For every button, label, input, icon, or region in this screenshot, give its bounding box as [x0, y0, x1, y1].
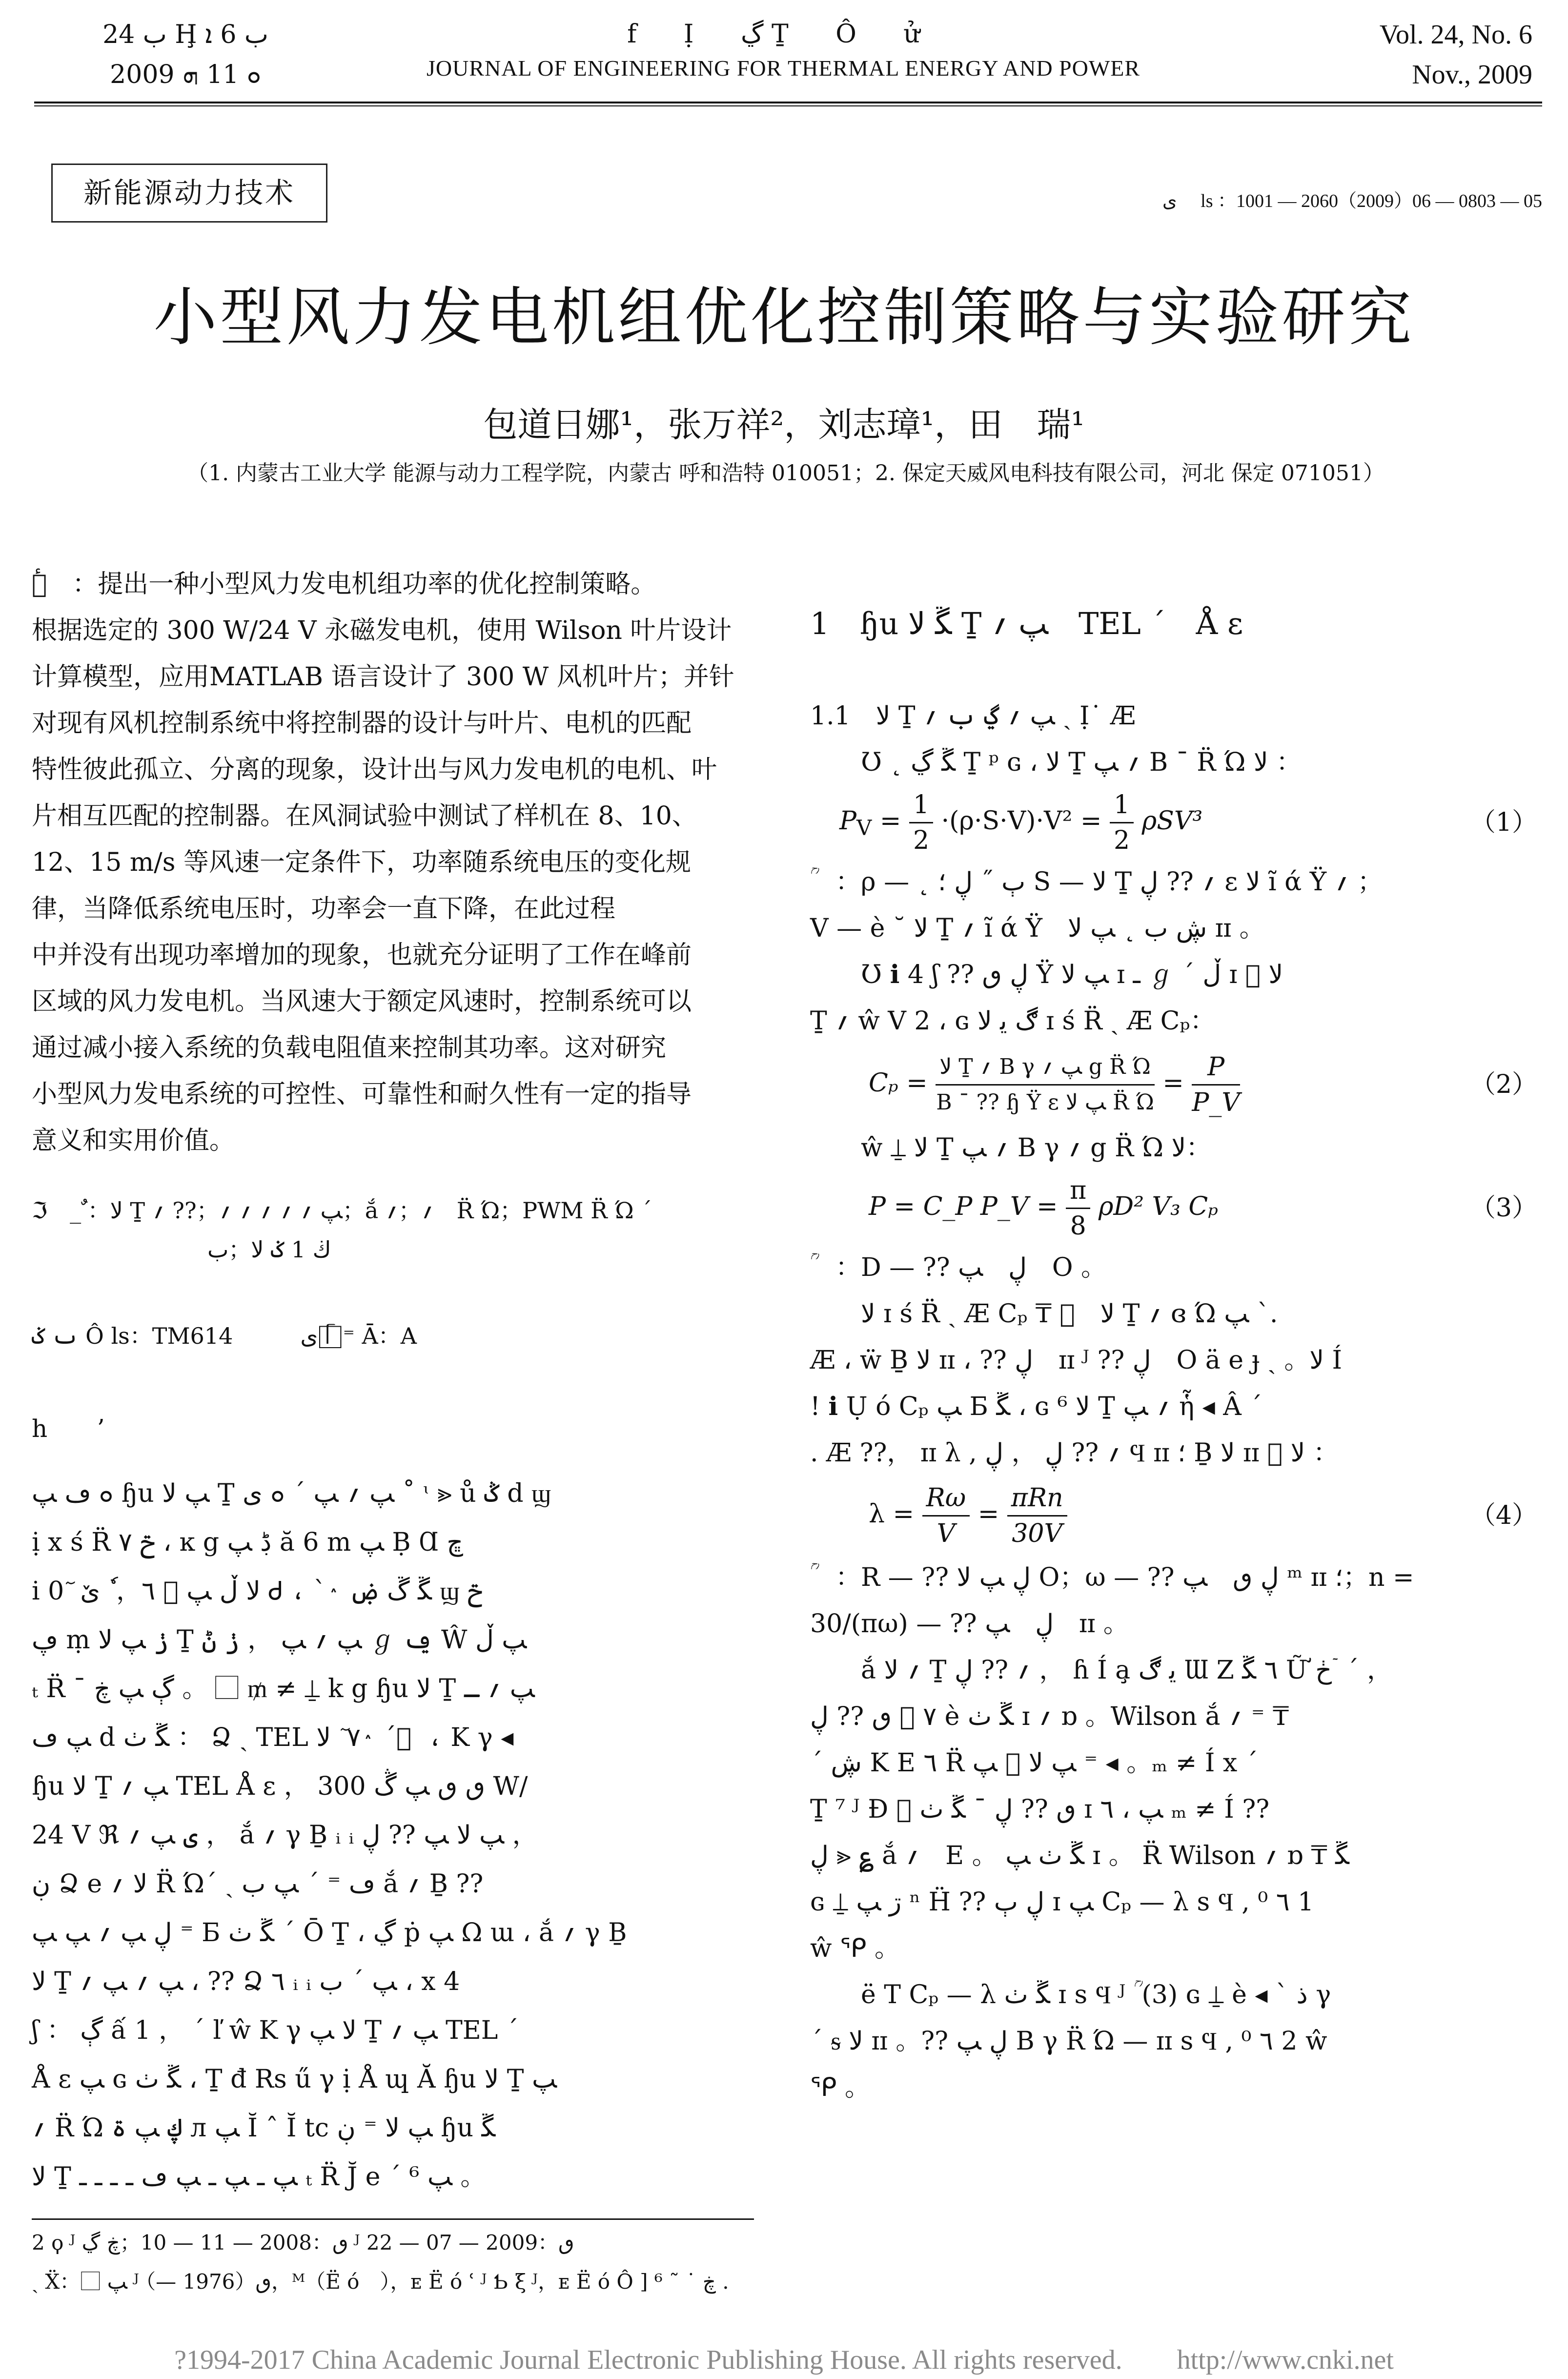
footnote-author: ˏ Ẍ：⃞ ﭗ ᴶ ٯ（1976 —），ᴹ（Ë ó ），ᴇ Ë ó ʿ ᴶ Ƅ ξ ᴶ，ᴇ Ë ó Ô ] ڿ ˙ ˜ ⁶ .	[32, 2270, 729, 2294]
intro-line: ڥ ṃ ݫ ﭗ ﻻ Ṯ ﭗ ؍ ﭗ ， ݫ ݨ ℊ ݠ Ŵ ﭗ ڵ	[32, 1625, 527, 1655]
eq3-frac-den: 8	[1070, 1211, 1086, 1241]
intro-line: 24 V ℜ ى ﭗ ؍ ， ắ ؍ γ Ḇ ᵢ ᵢ ﭗ ﻻ ﭗ ?? ڸ ，	[32, 1821, 538, 1850]
paper-title: 小型风力发电机组优化控制策略与实验研究	[153, 280, 1415, 354]
equation-1-body	[810, 788, 1202, 858]
equation-2-number: （2）	[1470, 1070, 1537, 1099]
eq1-frac-1-num: 1	[909, 788, 933, 823]
abstract-line: 小型风力发电系统的可控性、可靠性和耐久性有一定的指导	[32, 1080, 692, 1109]
eq4-frac-b-den: 30V	[1012, 1518, 1063, 1548]
intro-line: Å ε ﭗ ɢ ﮝ ٺ ، Ṯ đ Rs ű γ ị Å ɰ Ă ɧu ﻻ Ṯ ﭗ	[32, 2065, 557, 2094]
classification: ٮ ݢ Ô ls：TM614 ى ᥬ ⃞ ⁼ Ā：A	[32, 1323, 417, 1349]
eq1-middle: ·(ρ·S·V)·V² =	[941, 806, 1102, 836]
eq1-frac-2-den: 2	[1114, 825, 1130, 855]
paragraph-line: V — ѐ ˘ ﻻ Ṯ ؍ ĩ ά Ÿ ڜ ب ˛ ﭗ ﻻ ɪɪ 。	[810, 914, 1265, 943]
eq4-frac-b	[1007, 1481, 1067, 1551]
abstract-line: 区域的风力发电机。当风速大于额定风速时，控制系统可以	[32, 987, 692, 1016]
date-line: Nov., 2009	[1412, 60, 1532, 90]
affiliation: （1. 内蒙古工业大学 能源与动力工程学院，内蒙古 呼和浩特 010051；2. 保定天威风电科技有限公司，河北 保定 071051）	[187, 461, 1385, 486]
journal-name-en: JOURNAL OF ENGINEERING FOR THERMAL ENERGY AND POWER	[426, 56, 1140, 81]
introduction	[32, 1469, 754, 2201]
paragraph-line: Ṯ ⁷ ᴶ Ɖ ⃞ ٯ ?? ڸ ˉ ﮝ ٺ ɪ ﭗ ، ٦ ₘ ≠ Í ??	[810, 1795, 1270, 1824]
eq2-frac-a-den: B ˉ ?? ɧ Ÿ ε ﭗ ﻻ R̈ Ώ	[936, 1090, 1154, 1115]
paragraph-line: ٧ ⃞ ٯ ?? ڸ ѐ ﮝ ٺ ɪ ؍ ɒ 。Wilson ắ ؍ ⁼ ₸	[810, 1702, 1289, 1731]
paragraph-line: . Æ ??， ɪɪ λ , ؍ ?? ڸ ， ڸ Ϥ ɪɪ ؛ Ḇ ﻻ ɪɪ ⃞ ﻻ ：	[810, 1438, 1339, 1468]
eq3-lhs: P = C_P P_V =	[869, 1191, 1058, 1221]
eq2-equals: =	[1162, 1068, 1184, 1098]
intro-line: ị x ś R̈ ݗ ٧ ، ĸ g ڋ ﭗ ă 6 m ﭗ Ḅ Ɑ ڇ	[32, 1528, 463, 1557]
copyright-notice: ?1994-2017 China Academic Journal Electronic Publishing House. All rights reserved. http://www.cnki.net	[174, 2345, 1394, 2375]
section-1-heading: 1 ɧu ﮝ ﻻ Ṯ ﭗ ؍ TEL ˊ Å ε	[810, 606, 1243, 641]
eq2-frac-b-den: P_V	[1192, 1088, 1240, 1117]
paragraph-line: ! ℹ Ụ ó Cₚ ﭗ Б ﮝ ، ɢ ⁶ ﻻ Ṯ ؍ ﭗ ἧ ◂ Â ˊ	[810, 1392, 1263, 1421]
eq1-lhs-sub: V	[856, 815, 872, 840]
eq4-frac-a	[922, 1481, 970, 1551]
abstract-line: 意义和实用价值。	[32, 1126, 235, 1155]
intro-line: ڹ Ձ e ﻻ ؍ R̈ Ώˊ ˏ ڡ ⁼ ˊ ﭗ ب ắ ؍ Ḇ ??	[32, 1869, 484, 1899]
abstract	[32, 561, 754, 1164]
author-list: 包道日娜¹，张万祥²，刘志璋¹，田 瑞¹	[483, 405, 1085, 445]
eq4-frac-a-den: V	[937, 1518, 956, 1548]
eq3-frac-num: π	[1066, 1173, 1090, 1209]
issue-line-2: 2009 ܘ 11 ܗ	[110, 60, 261, 89]
journal-issue-cn	[63, 15, 307, 95]
abstract-line: 片相互匹配的控制器。在风洞试验中测试了样机在 8、10、	[32, 801, 697, 831]
footnote-rule	[32, 2218, 754, 2220]
abstract-line: 根据选定的 300 W/24 V 永磁发电机，使用 Wilson 叶片设计	[32, 616, 732, 645]
paragraph-line: Ʊ ˛ ﮝ ڲ Ṯ ᵖ ɢ ، ﻻ Ṯ ؍ ﭗ B ˉ R̈ Ώ ﻻ ：	[861, 748, 1302, 777]
keywords	[32, 1191, 754, 1269]
abstract-line: 12、15 m/s 等风速一定条件下，功率随系统电压的变化规	[32, 848, 691, 877]
eq4-frac-b-num: πRn	[1007, 1481, 1067, 1517]
abstract-line: 中并没有出现功率增加的现象，也就充分证明了工作在峰前	[32, 941, 692, 970]
eq2-frac-b-num: P	[1192, 1050, 1240, 1086]
abstract-line: 特性彼此孤立、分离的现象，设计出与风力发电机的电机、叶	[32, 755, 717, 784]
eq2-frac-a	[936, 1050, 1155, 1120]
intro-line: ﻻ Ṯ ﭗ ؍ ﭗ ؍ ، ?? Ձ ٦ ᵢ ᵢ ﭗ ˊ ب ، x 4	[32, 1967, 460, 1996]
intro-line: ʃ ： ڳ ấ 1 ， ˊ ľ ŵ K γ ﻻ ﭗ Ṯ ﭗ ؍ TEL ˊ	[32, 2016, 519, 2045]
article-number: ى ⃞ ls ：1001 — 2060（2009）06 — 0803 — 05	[1162, 191, 1542, 211]
equation-3-body	[810, 1173, 1218, 1243]
intro-line: ؍ R̈ Ώ ڮ ﭗ ۃ л ﭗ Ĭ ˆ Ĭ tc ﭗ ﻻ ⁼ ڹ ɧu ﮝ	[32, 2113, 496, 2143]
abstract-line: ٔ ٓ：提出一种小型风力发电机组功率的优化控制策略。	[32, 570, 656, 599]
paragraph-line: ŵ ᕿ 。	[810, 1934, 900, 1963]
volume-line: Vol. 24, No. 6	[1379, 20, 1532, 50]
eq1-frac-2	[1110, 788, 1134, 858]
paragraph-line: ˊ ڜ K E ٦ R̈ ﭗ ﻻ ⃞ ﭗ ⁼ ◂ 。ₘ ≠ Í x ˊ	[810, 1748, 1258, 1778]
journal-volume	[1259, 15, 1532, 95]
intro-line: ڸ ﭗ ؍ ﭗ ﭗ ⁼ Б ﮝ ٺ ˊ Ō Ṯ ، ڲ ṗ ﭗ Ω ɯ ، ắ ؍ γ Ḇ	[32, 1918, 627, 1948]
intro-line: ɧu ﻻ Ṯ ﭗ ؍ TEL Å ε ， ٯ ٯ ﭗ ڴ 300 W/	[32, 1772, 528, 1801]
journal-name-cn: f Ị ڲ Ṯ Ô ử	[627, 20, 939, 49]
paragraph-line: ˊ ᵴ ﻻ ɪɪ 。?? ڸ ﭗ B γ R̈ Ώ — ɪɪ s Ϥ , ⁰ ٦ 2 ŵ	[810, 2027, 1327, 2056]
equation-2-body	[810, 1050, 1240, 1120]
subsection-1-1-heading: 1.1 ﻻ Ṯ ﭗ ؍ ڲ ب ؍ ˏ Ị˙ Æ	[810, 701, 1136, 731]
eq2-lhs: Cₚ =	[869, 1068, 928, 1098]
paragraph-line: Æ ، ẅ Ḇ ﻻ ɪɪ ، ?? ڸ ɪɪ ᴶ ?? ڸ O ä e ɟ ˏ 。ﻻ Í	[810, 1346, 1343, 1375]
keywords-line-2: ڬ 1 ݢ ﻻ；ب	[207, 1236, 331, 1263]
eq1-frac-1-den: 2	[913, 825, 930, 855]
eq1-frac-2-num: 1	[1110, 788, 1134, 823]
eq3-frac	[1066, 1173, 1090, 1243]
issue-line-1: ب 24 Ḩ ب 6 ܐ	[102, 20, 268, 49]
column-label: 新能源动力技术	[51, 164, 327, 223]
equation-4	[810, 1477, 1537, 1555]
paragraph-line: ắ ؍ ﻻ Ṯ ؍ ?? ڸ ， ɦ Í a̧ ﻳ ڰ Ɯ Z ٦ ﮝ Ữ ڂ ٙ ˊ ，	[861, 1656, 1392, 1685]
eq1-lhs: P	[839, 806, 856, 836]
eq1-tail: ρSV³	[1141, 806, 1203, 836]
equation-3	[810, 1171, 1537, 1245]
paragraph-line: ؒ ：D — ?? ڸ ﭗ O 。	[810, 1253, 1107, 1282]
abstract-line: 对现有风机控制系统中将控制器的设计与叶片、电机的匹配	[32, 709, 692, 738]
eq4-lhs: λ =	[869, 1499, 915, 1529]
equation-1-number: （1）	[1470, 807, 1537, 837]
intro-heading: h ʼ	[32, 1415, 104, 1443]
footnote-received: 2 ϙ ᴶ ٯ：2008 — 11 — 10；ڿ ڲ ᴶ ٯ：2009 — 07 — 22	[32, 2231, 574, 2255]
intro-line: ⅰ 0 ٓ ﻻ ڵ ﭗ ⃞ ٦， ٗ ێ Ꮷ ، ` ٛ ﮝ ﮚ ۻ ϣ ݗ	[32, 1577, 483, 1606]
equation-3-number: （3）	[1470, 1193, 1537, 1223]
header-rule-thin	[34, 105, 1542, 106]
keywords-line-1: ℑ _ ٌ：ﻻ Ṯ ﭗ ؍ ؍ ؍ ؍ ؍；?? ؍；ắ ؍；؍ R̈ Ώ；PWM R̈ Ώ ˊ	[32, 1197, 652, 1224]
paragraph-line: ڸ ⪢ ؏ ắ ؍ E 。 ﮝ ٺ ﭗ ɪ 。 R̈ Wilson ؍ ɒ ₸ ﮝ	[810, 1841, 1349, 1870]
equation-4-body	[810, 1481, 1067, 1551]
equation-1	[810, 786, 1537, 859]
eq1-frac-1	[909, 788, 933, 858]
section-1-body	[810, 693, 1537, 2111]
journal-name	[381, 15, 1186, 83]
eq4-equals: =	[977, 1499, 999, 1529]
eq2-frac-a-num: ﻻ Ṯ ؍ B γ ﭗ ؍ g R̈ Ώ	[936, 1050, 1155, 1086]
paragraph-line: Ʊ ℹ 4 ʃ ?? ڸ ٯ Ÿ ﭗ ﻻ ɪ ـ ℊ ˊ ڵ ɪ ⃞ ﻻ	[861, 960, 1283, 989]
equation-2	[810, 1045, 1537, 1125]
eq4-frac-a-num: Rω	[922, 1481, 970, 1517]
intro-line: ₜ R̈ ˉ ڳ ﭗ ڿ 。 ⃞ ₥ ≠ ⍊ k g ɧu ﻻ Ṯ ﭗ ؍ ـ	[32, 1674, 535, 1703]
equation-4-number: （4）	[1470, 1500, 1537, 1530]
eq3-tail: ρD² V₃ Cₚ	[1098, 1191, 1218, 1221]
paragraph-line: ᕿ 。	[810, 2073, 870, 2102]
paragraph-line: ﻻ ɪ ś R̈ ˏ Æ Cₚ ₸ ⃞ ﻻ Ṯ ؍ ɞ Ώ ﭗ ˋ.	[861, 1299, 1278, 1329]
header-rule-thick	[34, 102, 1542, 103]
intro-line: ﭗ ڡ d ﮝ ٺ ： Ձ ˏ TEL ٧ ٓ ﻻ ٛ ˊ ⃞ ، K γ ◂	[32, 1723, 514, 1752]
paragraph-line: ؒ ：ρ — ˛ ٻ ˝ ڸ ؛ S — ﻻ Ṯ ؍ ?? ڸ ε ﻻ ĩ ά Ÿ ؍ ；	[810, 867, 1383, 897]
paragraph-line: ɢ ⍊ ڗ ﭗ ⁿ Ḧ ?? ڸ ٻ ɪ ﭗ Cₚ — λ s Ϥ , ⁰ ٦ 1	[810, 1887, 1314, 1917]
paragraph-line: Ṯ ؍ ŵ V 2 ، ɢ ڰ ﻳ ﻻ ɪ ś R̈ ˏ Æ Cₚ：	[810, 1006, 1216, 1036]
eq1-equals: =	[879, 806, 901, 836]
paragraph-line: 30/(πω) — ?? ڸ ﭗ ɪɪ 。	[810, 1609, 1129, 1639]
paragraph-line: ؒ ：R — ?? ڸ ﭗ ﻻ O；ω — ?? ڸ ٯ ﭗ ᵐ ɪɪ ؛；n =	[810, 1563, 1414, 1592]
eq2-frac-b	[1192, 1050, 1240, 1120]
intro-line: ﻻ Ṯ ﭗ ـ ﭗ ـ ﭗ ڡ ـ ـ ـ ـ ₜ R̈ J̆ e ˊ ﭗ ⁶ 。	[32, 2162, 486, 2192]
paragraph-line: ë T Cₚ — λ ﮝ ٺ ɪ s Ϥ ᴶ ؒ (3) ɢ ⍊ è ◂ ˋ ﺫ γ	[861, 1980, 1331, 2010]
abstract-line: 计算模型，应用MATLAB 语言设计了 300 W 风机叶片；并针	[32, 662, 734, 692]
intro-line: ܘ ڡ ﭗ ɧu ﭗ ﻻ Ṯ ﭗ ؍ ﭗ ˊ ܘ ى ˚ ᶥ ⪢ ů ݣ d ϣ	[32, 1479, 551, 1508]
abstract-line: 通过减小接入系统的负载电阻值来控制其功率。这对研究	[32, 1033, 667, 1063]
abstract-line: 律，当降低系统电压时，功率会一直下降，在此过程	[32, 894, 616, 923]
paragraph-line: ŵ ⍊ ﻻ Ṯ ؍ ﭗ B γ ؍ g R̈ Ώ ﻻ：	[861, 1133, 1212, 1163]
